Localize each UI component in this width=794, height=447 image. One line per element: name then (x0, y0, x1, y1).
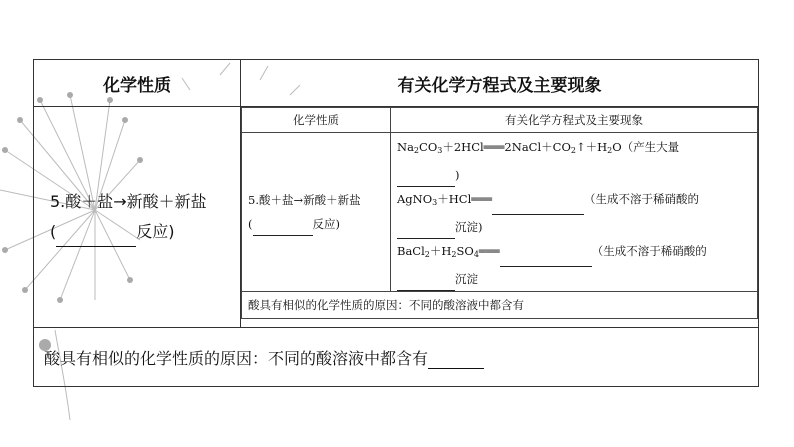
equation-3-tail: 沉淀 (397, 267, 751, 291)
outer-property-line2 (50, 217, 240, 247)
outer-property-cell (34, 107, 241, 328)
outer-property-line1: 5.酸＋盐→新酸＋新盐 (50, 192, 207, 211)
inner-property-line2 (248, 212, 384, 236)
outer-header-right: 有关化学方程式及主要现象 (241, 60, 759, 107)
equation-2: AgNO$_3$＋HCl═══ （生成不溶于稀硝酸的 (397, 187, 751, 215)
equation-3-product-blank[interactable] (500, 252, 592, 267)
inner-table (241, 107, 758, 319)
inner-header-right: 有关化学方程式及主要现象 (391, 108, 758, 133)
equation-2-precipitate-blank[interactable] (397, 224, 455, 239)
outer-right-cell (241, 107, 759, 328)
outer-footer (34, 328, 759, 387)
inner-footer: 酸具有相似的化学性质的原因：不同的酸溶液中都含有 (242, 292, 758, 319)
outer-footer-blank[interactable] (428, 350, 484, 369)
inner-property-close: 反应) (312, 217, 340, 231)
inner-property-cell (242, 133, 391, 292)
outer-header-left: 化学性质 (34, 60, 241, 107)
inner-equations-cell (391, 133, 758, 292)
inner-reaction-blank[interactable] (253, 221, 313, 236)
equation-3: $BaCl_2+H_2SO_4═══$ （生成不溶于稀硝酸的 (397, 239, 751, 267)
inner-header-left: 化学性质 (242, 108, 391, 133)
outer-table (33, 59, 759, 387)
outer-property-open: ( (50, 222, 57, 241)
inner-property-line1: 5.酸＋盐→新酸＋新盐 (248, 193, 361, 207)
outer-reaction-blank[interactable] (56, 228, 136, 247)
outer-footer-text: 酸具有相似的化学性质的原因：不同的酸溶液中都含有 (44, 348, 429, 368)
equation-1-blank[interactable] (397, 172, 455, 187)
outer-property-close: 反应) (136, 222, 175, 241)
equation-1: $Na_2CO_3+2HCl═══2NaCl+CO_2↑+H_2O$（产生大量 (397, 140, 680, 155)
equation-1-blank-line: ) (397, 163, 751, 187)
equation-3-precipitate-blank[interactable] (397, 276, 455, 291)
inner-property-open: ( (248, 217, 253, 231)
equation-2-product-blank[interactable] (492, 200, 584, 215)
equation-2-tail: 沉淀) (397, 215, 751, 239)
